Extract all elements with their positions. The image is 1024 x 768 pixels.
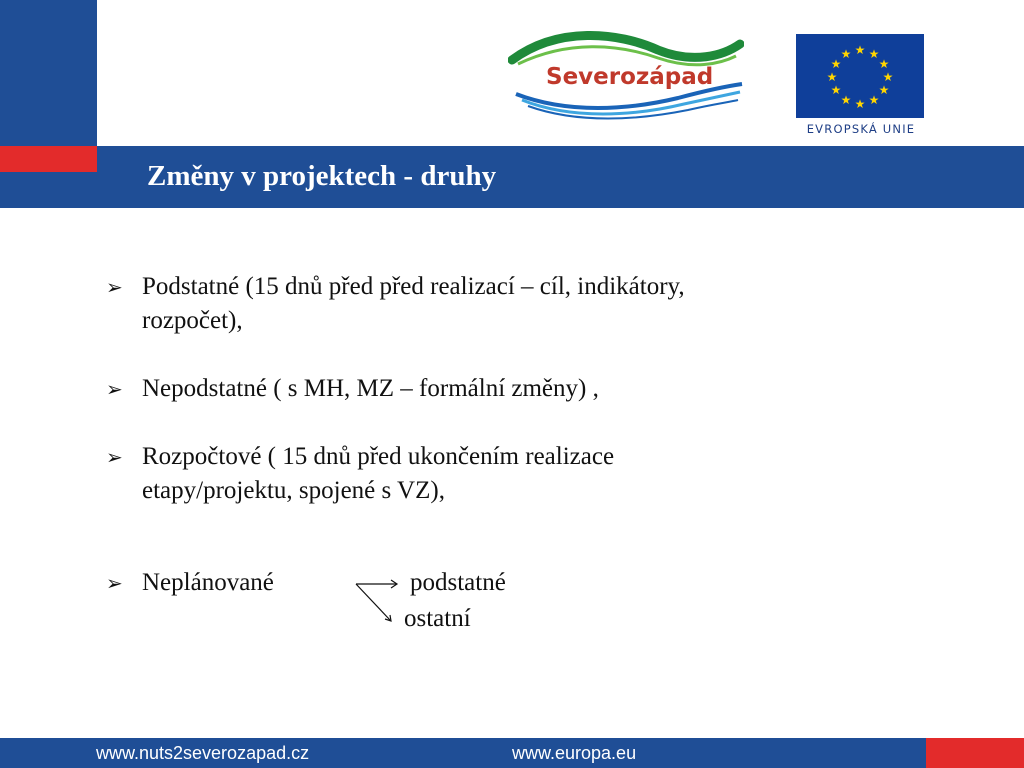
bullet-line: etapy/projektu, spojené s VZ),: [142, 477, 445, 504]
eu-caption: EVROPSKÁ UNIE: [806, 122, 916, 136]
neplanovane-label: Neplánované: [142, 569, 274, 596]
svg-text:★: ★: [878, 83, 890, 97]
left-blue-band-lower: [0, 172, 97, 208]
arrow-bullet-icon: ➢: [106, 571, 123, 595]
branch-arrows-icon: [354, 576, 404, 628]
bullet-line: Rozpočtové ( 15 dnů před ukončením realizace: [142, 443, 615, 470]
arrow-bullet-icon: ➢: [106, 445, 123, 469]
left-red-band: [0, 146, 97, 172]
left-blue-band: [0, 0, 97, 146]
svg-text:★: ★: [878, 57, 890, 71]
footer-red-band: [926, 738, 1024, 768]
svg-text:★: ★: [882, 70, 894, 84]
arrow-bullet-icon: ➢: [106, 377, 123, 401]
neplanovane-option-ostatni: ostatní: [404, 605, 471, 632]
svg-text:★: ★: [830, 83, 842, 97]
svg-text:★: ★: [854, 97, 866, 111]
svg-text:★: ★: [868, 93, 880, 107]
page-title: Změny v projektech - druhy: [147, 160, 497, 192]
severozapad-logo-graphic: [508, 28, 744, 120]
svg-text:★: ★: [826, 70, 838, 84]
severozapad-logo-text: Severozápad: [546, 64, 714, 90]
title-bar: [97, 146, 1024, 208]
eu-flag: [796, 34, 924, 118]
eu-logo: [796, 34, 926, 134]
arrow-bullet-icon: ➢: [106, 275, 123, 299]
bullet-line: rozpočet),: [142, 307, 243, 334]
bullet-line: Podstatné (15 dnů před před realizací – cíl, indikátory,: [142, 273, 685, 300]
neplanovane-option-podstatne: podstatné: [410, 569, 506, 596]
footer-link-europa[interactable]: www.europa.eu: [512, 743, 637, 763]
svg-text:★: ★: [840, 47, 852, 61]
severozapad-logo: [508, 28, 744, 120]
bullet-item: [104, 270, 924, 338]
footer-bar: [0, 738, 926, 768]
bullet-item: [104, 372, 924, 406]
footer-link-nuts2severozapad[interactable]: www.nuts2severozapad.cz: [96, 743, 310, 763]
bullet-item-neplanovane: [104, 566, 924, 646]
svg-text:★: ★: [854, 43, 866, 57]
bullet-line: Nepodstatné ( s MH, MZ – formální změny) ,: [142, 375, 599, 402]
bullet-item: [104, 440, 924, 508]
bullet-list: [104, 270, 924, 542]
svg-text:★: ★: [868, 47, 880, 61]
svg-text:★: ★: [830, 57, 842, 71]
svg-text:★: ★: [840, 93, 852, 107]
eu-stars-icon: [796, 34, 924, 118]
